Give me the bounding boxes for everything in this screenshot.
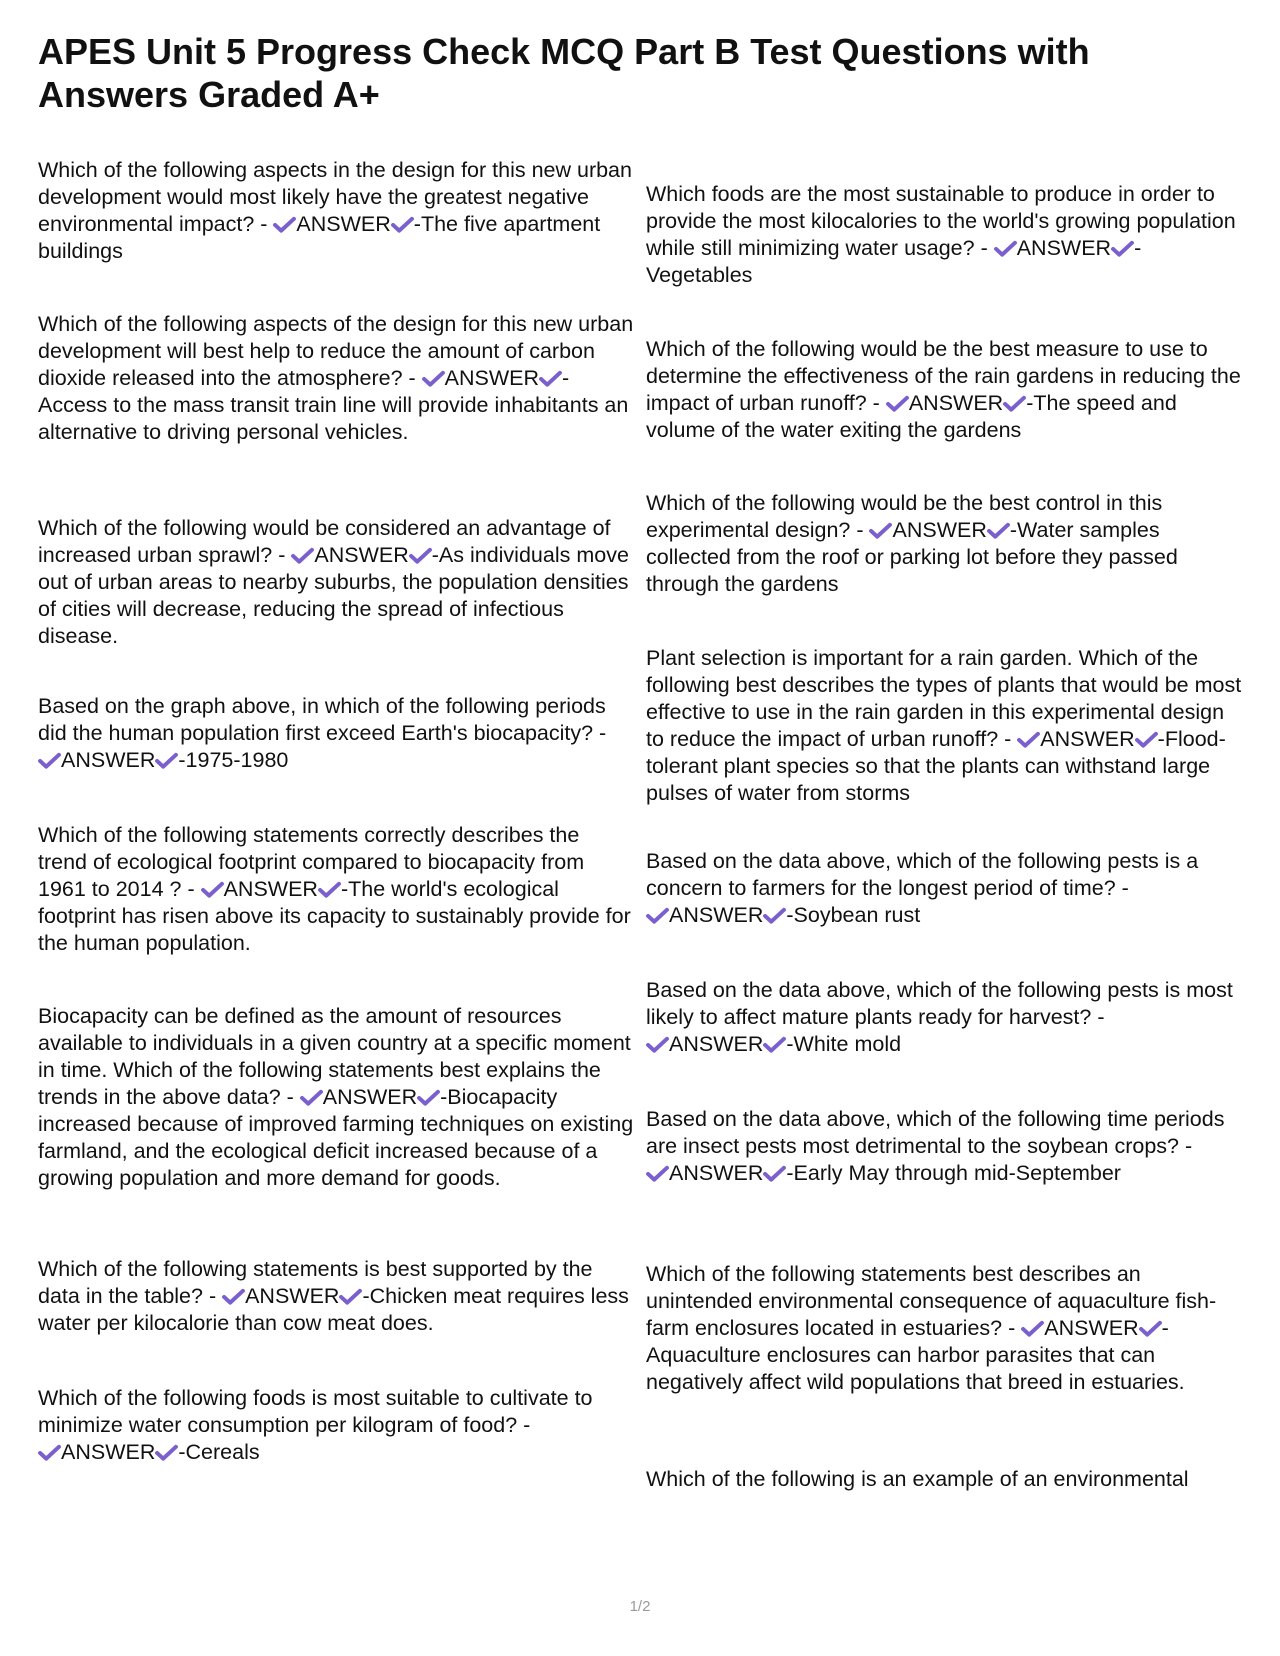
answer-label-text: ANSWER: [669, 1032, 764, 1056]
answer-label-text: ANSWER: [892, 518, 987, 542]
answer-text: -Flood-tolerant plant species so that the plants can withstand large pulses of water from storms: [646, 727, 1226, 805]
answer-text: -As individuals move out of urban areas to nearby suburbs, the population densities of cities will decrease, reducing the spread of infectious disease.: [38, 543, 629, 648]
answer-label-text: ANSWER: [908, 391, 1004, 415]
checkmark-icon: [291, 547, 314, 564]
qa-item: [38, 1003, 634, 1192]
qa-item: [646, 1466, 1246, 1493]
question-text: Based on the graph above, in which of the following periods did the human population first exceed Earth's biocapacity? -: [38, 694, 607, 745]
question-text: Based on the data above, which of the following time periods are insect pests most detrimental to the soybean crops? -: [646, 1107, 1225, 1158]
answer-label-text: ANSWER: [1040, 727, 1135, 751]
qa-item: [38, 1385, 634, 1466]
answer-label: [869, 518, 1009, 542]
checkmark-icon: [1111, 240, 1134, 257]
answer-label-text: ANSWER: [1016, 236, 1112, 260]
checkmark-icon: [409, 547, 432, 564]
checkmark-icon: [763, 1036, 786, 1053]
answer-text: -Cereals: [178, 1440, 260, 1464]
question-text: Which foods are the most sustainable to produce in order to provide the most kilocalories to the world's growing population while still minimizing water usage? -: [646, 182, 1236, 260]
checkmark-icon: [38, 1444, 61, 1461]
checkmark-icon: [886, 395, 909, 412]
qa-item: [646, 1106, 1246, 1187]
page-number: 1/2: [629, 1598, 651, 1615]
question-text: Which of the following statements is best supported by the data in the table? -: [38, 1257, 593, 1308]
answer-label-text: ANSWER: [223, 877, 318, 901]
qa-item: [646, 848, 1246, 929]
checkmark-icon: [38, 752, 61, 769]
qa-item: [646, 490, 1246, 598]
answer-label-text: ANSWER: [296, 212, 391, 236]
answer-text: -The five apartment buildings: [38, 212, 601, 263]
checkmark-icon: [539, 370, 562, 387]
answer-text: -White mold: [786, 1032, 902, 1056]
checkmark-icon: [300, 1089, 323, 1106]
qa-item: [38, 515, 634, 650]
question-text: Biocapacity can be defined as the amount of resources available to individuals in a given country at a specific moment in time. Which of the following statements best explains the trends in the above data? -: [38, 1004, 631, 1109]
checkmark-icon: [646, 907, 669, 924]
qa-item: [38, 822, 634, 957]
question-text: Which of the following aspects in the design for this new urban development would most likely have the greatest negative environmental impact? -: [38, 158, 632, 236]
answer-label-text: ANSWER: [669, 1161, 764, 1185]
checkmark-icon: [155, 1444, 178, 1461]
question-text: Which of the following is an example of an environmental: [646, 1467, 1189, 1491]
checkmark-icon: [763, 907, 786, 924]
answer-text: -1975-1980: [178, 748, 289, 772]
qa-item: [38, 311, 634, 446]
checkmark-icon: [994, 240, 1017, 257]
answer-text: -Chicken meat requires less water per kilocalorie than cow meat does.: [38, 1284, 629, 1335]
page-title: APES Unit 5 Progress Check MCQ Part B Test Questions with Answers Graded A+: [38, 31, 1090, 115]
answer-label: [422, 366, 562, 390]
checkmark-icon: [339, 1288, 362, 1305]
checkmark-icon: [422, 370, 445, 387]
answer-label-text: ANSWER: [245, 1284, 340, 1308]
checkmark-icon: [391, 216, 414, 233]
question-text: Plant selection is important for a rain garden. Which of the following best describes the types of plants that would be most effective to use in the rain garden in this experimental design to reduce the impact of urban runoff? -: [646, 646, 1242, 751]
answer-label: [886, 391, 1026, 415]
checkmark-icon: [1139, 1320, 1162, 1337]
question-text: Which of the following would be considered an advantage of increased urban sprawl? -: [38, 516, 611, 567]
checkmark-icon: [1003, 395, 1026, 412]
question-text: Based on the data above, which of the following pests is a concern to farmers for the longest period of time? -: [646, 849, 1199, 900]
checkmark-icon: [646, 1165, 669, 1182]
question-text: Which of the following aspects of the design for this new urban development will best help to reduce the amount of carbon dioxide released into the atmosphere? -: [38, 312, 634, 390]
answer-label: [646, 1032, 786, 1056]
answer-label: [646, 1161, 786, 1185]
answer-label: [201, 877, 341, 901]
checkmark-icon: [155, 752, 178, 769]
question-text: Which of the following statements correctly describes the trend of ecological footprint compared to biocapacity from 1961 to 2014 ? -: [38, 823, 585, 901]
answer-text: -Biocapacity increased because of improved farming techniques on existing farmland, and the ecological deficit increased because of a growing population and more demand for goods.: [38, 1085, 634, 1190]
checkmark-icon: [1135, 731, 1158, 748]
question-text: Which of the following would be the best measure to use to determine the effectiveness of the rain gardens in reducing the impact of urban runoff? -: [646, 337, 1241, 415]
answer-label-text: ANSWER: [322, 1085, 418, 1109]
answer-label: [646, 903, 786, 927]
answer-label: [291, 543, 431, 567]
qa-item: [646, 181, 1246, 289]
question-text: Which of the following statements best describes an unintended environmental consequence of aquaculture fish-farm enclosures located in estuaries? -: [646, 1262, 1217, 1340]
answer-label-text: ANSWER: [314, 543, 409, 567]
checkmark-icon: [222, 1288, 245, 1305]
checkmark-icon: [646, 1036, 669, 1053]
answer-label: [273, 212, 413, 236]
checkmark-icon: [417, 1089, 440, 1106]
checkmark-icon: [763, 1165, 786, 1182]
answer-label-text: ANSWER: [669, 903, 764, 927]
answer-label: [1017, 727, 1157, 751]
answer-label: [222, 1284, 362, 1308]
checkmark-icon: [1021, 1320, 1044, 1337]
checkmark-icon: [869, 522, 892, 539]
question-text: Based on the data above, which of the following pests is most likely to affect mature plants ready for harvest? -: [646, 978, 1233, 1029]
qa-item: [38, 693, 634, 774]
answer-text: -Aquaculture enclosures can harbor parasites that can negatively affect wild populations that breed in estuaries.: [646, 1316, 1185, 1394]
answer-text: -Vegetables: [646, 236, 1142, 287]
qa-item: [646, 977, 1246, 1058]
checkmark-icon: [1017, 731, 1040, 748]
answer-label-text: ANSWER: [61, 748, 156, 772]
qa-item: [38, 157, 634, 265]
checkmark-icon: [318, 881, 341, 898]
answer-label: [38, 1440, 178, 1464]
answer-label: [38, 748, 178, 772]
answer-label-text: ANSWER: [1044, 1316, 1139, 1340]
answer-text: -Early May through mid-September: [786, 1161, 1121, 1185]
question-text: Which of the following would be the best control in this experimental design? -: [646, 491, 1163, 542]
qa-item: [646, 336, 1246, 444]
qa-item: [646, 1261, 1246, 1396]
answer-label-text: ANSWER: [444, 366, 540, 390]
answer-label: [300, 1085, 440, 1109]
question-text: Which of the following foods is most suitable to cultivate to minimize water consumption per kilogram of food? -: [38, 1386, 593, 1437]
answer-text: -Water samples collected from the roof or parking lot before they passed through the gardens: [646, 518, 1178, 596]
qa-item: [646, 645, 1246, 807]
checkmark-icon: [201, 881, 224, 898]
checkmark-icon: [273, 216, 296, 233]
answer-label-text: ANSWER: [61, 1440, 156, 1464]
checkmark-icon: [987, 522, 1010, 539]
answer-text: -Soybean rust: [786, 903, 921, 927]
answer-text: -The world's ecological footprint has risen above its capacity to sustainably provide for the human population.: [38, 877, 631, 955]
qa-item: [38, 1256, 634, 1337]
answer-text: -Access to the mass transit train line will provide inhabitants an alternative to driving personal vehicles.: [38, 366, 629, 444]
answer-label: [994, 236, 1134, 260]
answer-text: -The speed and volume of the water exiting the gardens: [646, 391, 1177, 442]
answer-label: [1021, 1316, 1161, 1340]
